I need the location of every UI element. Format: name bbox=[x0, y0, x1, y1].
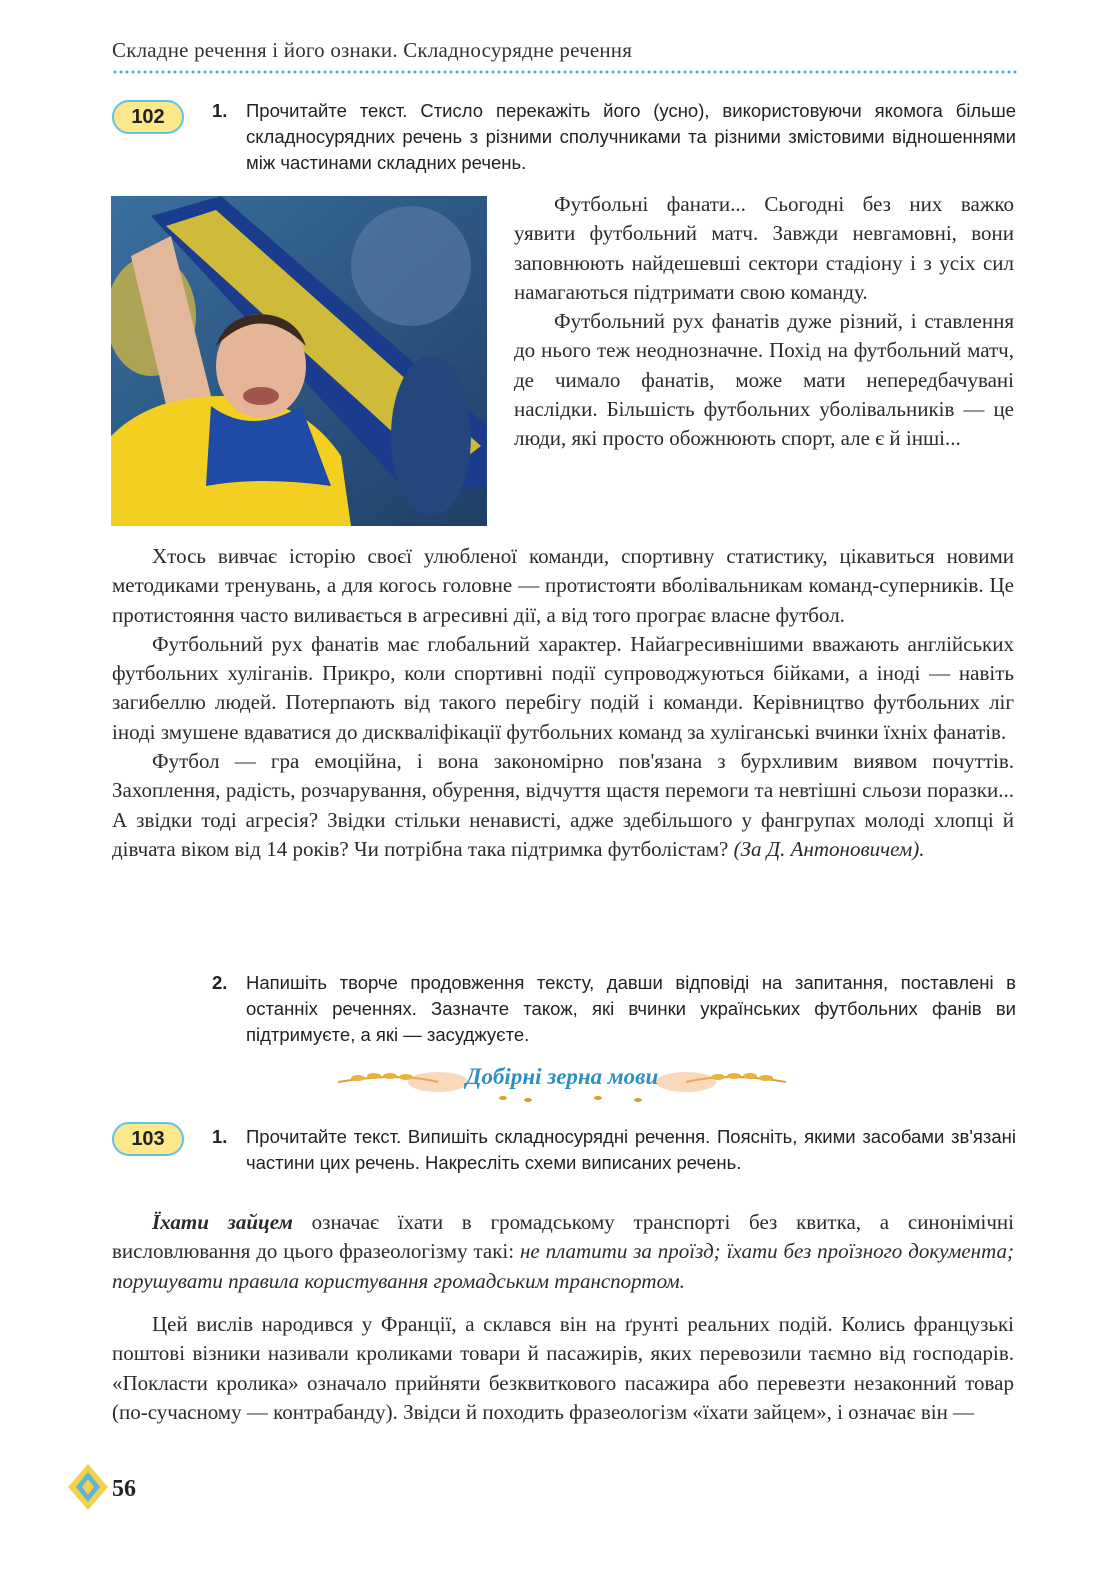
paragraph: Футбольні фанати... Сьогодні без них важко уявити футбольний матч. Завжди невгамовні, вони заповнюють найдешевші сектори стадіону і з усіх сил намагаються підтримати свою команду. bbox=[514, 192, 1014, 304]
exercise-103-task-1 bbox=[212, 1124, 1016, 1176]
side-text-column bbox=[514, 190, 1014, 454]
idiom-synonyms: не платити за проїзд; їхати без проїзного документа; порушувати правила користування громадським транспортом. bbox=[112, 1239, 1014, 1293]
exercise-number-badge: 103 bbox=[112, 1122, 184, 1156]
task-number: 2. bbox=[212, 972, 228, 993]
exercise-103-text bbox=[112, 1310, 1014, 1427]
task-text: Напишіть творче продовження тексту, давши відповіді на запитання, поставлені в останніх реченнях. Зазначте також, які вчинки українських футбольних фанів ви підтримуєте, а які — засуджуєте. bbox=[246, 972, 1016, 1045]
exercise-number-badge: 102 bbox=[112, 100, 184, 134]
page-number: 56 bbox=[112, 1476, 136, 1502]
header-dotted-rule bbox=[112, 70, 1017, 74]
paragraph bbox=[112, 1208, 1014, 1296]
task-number: 1. bbox=[212, 1126, 228, 1147]
paragraph-text: Футбол — гра емоційна, і вона закономірно пов'язана з бурхливим виявом почуттів. Захоплення, радість, розчарування, обурення, відчуття щастя перемоги та невтішні сльози поразки... А звідки тоді агресія? Звідки стільки ненависті, адже здебільшого у фангрупах молоді хлопці й дівчата віком від 14 років? Чи потрібна така підтримка футболістам? bbox=[112, 749, 1014, 861]
paragraph: Хтось вивчає історію своєї улюбленої команди, спортивну статистику, цікавиться новими методиками тренувань, а для когось головне — протистояти вболівальникам команд-суперників. Це протистояння часто виливається в агресивні дії, а від того програє власне футбол. bbox=[112, 544, 1014, 627]
task-number: 1. bbox=[212, 100, 228, 121]
football-fan-photo bbox=[111, 196, 487, 526]
corner-ornament-icon bbox=[66, 1462, 110, 1512]
task-text: Прочитайте текст. Випишіть складносурядні речення. Поясніть, якими засобами зв'язані частини цих речень. Накресліть схеми виписаних речень. bbox=[246, 1126, 1016, 1173]
photo-illustration bbox=[111, 196, 487, 526]
banner-title: Добірні зерна мови bbox=[465, 1064, 659, 1089]
task-text: Прочитайте текст. Стисло перекажіть його (усно), використовуючи якомога більше складносурядних речень з різними сполучниками та різними змістовими відношеннями між частинами складних речень. bbox=[246, 100, 1016, 173]
paragraph: Футбольний рух фанатів дуже різний, і ставлення до нього теж неоднозначне. Похід на футбольний матч, де чимало фанатів, може мати непередбачувані наслідки. Більшість футбольних уболівальників — це люди, які просто обожнюють спорт, але є й інші... bbox=[514, 309, 1014, 451]
source-attribution: (За Д. Антоновичем). bbox=[733, 836, 925, 861]
paragraph: Цей вислів народився у Франції, а склався він на ґрунті реальних подій. Колись французькі поштові візники називали кроликами товари й пасажирів, яких перевозили таємно від господарів. «Покласти кролика» означало прийняти безквиткового пасажира або перевезти незаконний товар (по-сучасному — контрабанду). Звідси й походить фразеологізм «їхати зайцем», і означає він — bbox=[112, 1312, 1014, 1424]
paragraph bbox=[112, 747, 1014, 864]
exercise-102-text bbox=[112, 542, 1014, 864]
exercise-102-task-1 bbox=[212, 98, 1016, 176]
exercise-102-task-2 bbox=[212, 970, 1016, 1048]
idiom-definition bbox=[112, 1208, 1014, 1296]
running-header: Складне речення і його ознаки. Складносурядне речення bbox=[112, 38, 633, 62]
idiom-term: Їхати зайцем bbox=[152, 1210, 293, 1234]
section-banner bbox=[338, 1054, 786, 1104]
idiom-definition-text: означає їхати в громадському транспорті без квитка, а синонімічні висловлювання до цього фразеологізму такі: bbox=[112, 1210, 1014, 1264]
paragraph: Футбольний рух фанатів має глобальний характер. Найагресивнішими вважають англійських футбольних хуліганів. Прикро, коли спортивні події супроводжуються бійками, а іноді — навіть загибеллю людей. Потерпають від такого перебігу подій і команди. Керівництво футбольних ліг іноді змушене вдаватися до дискваліфікації футбольних команд за хуліганські вчинки їхніх фанатів. bbox=[112, 631, 1014, 744]
